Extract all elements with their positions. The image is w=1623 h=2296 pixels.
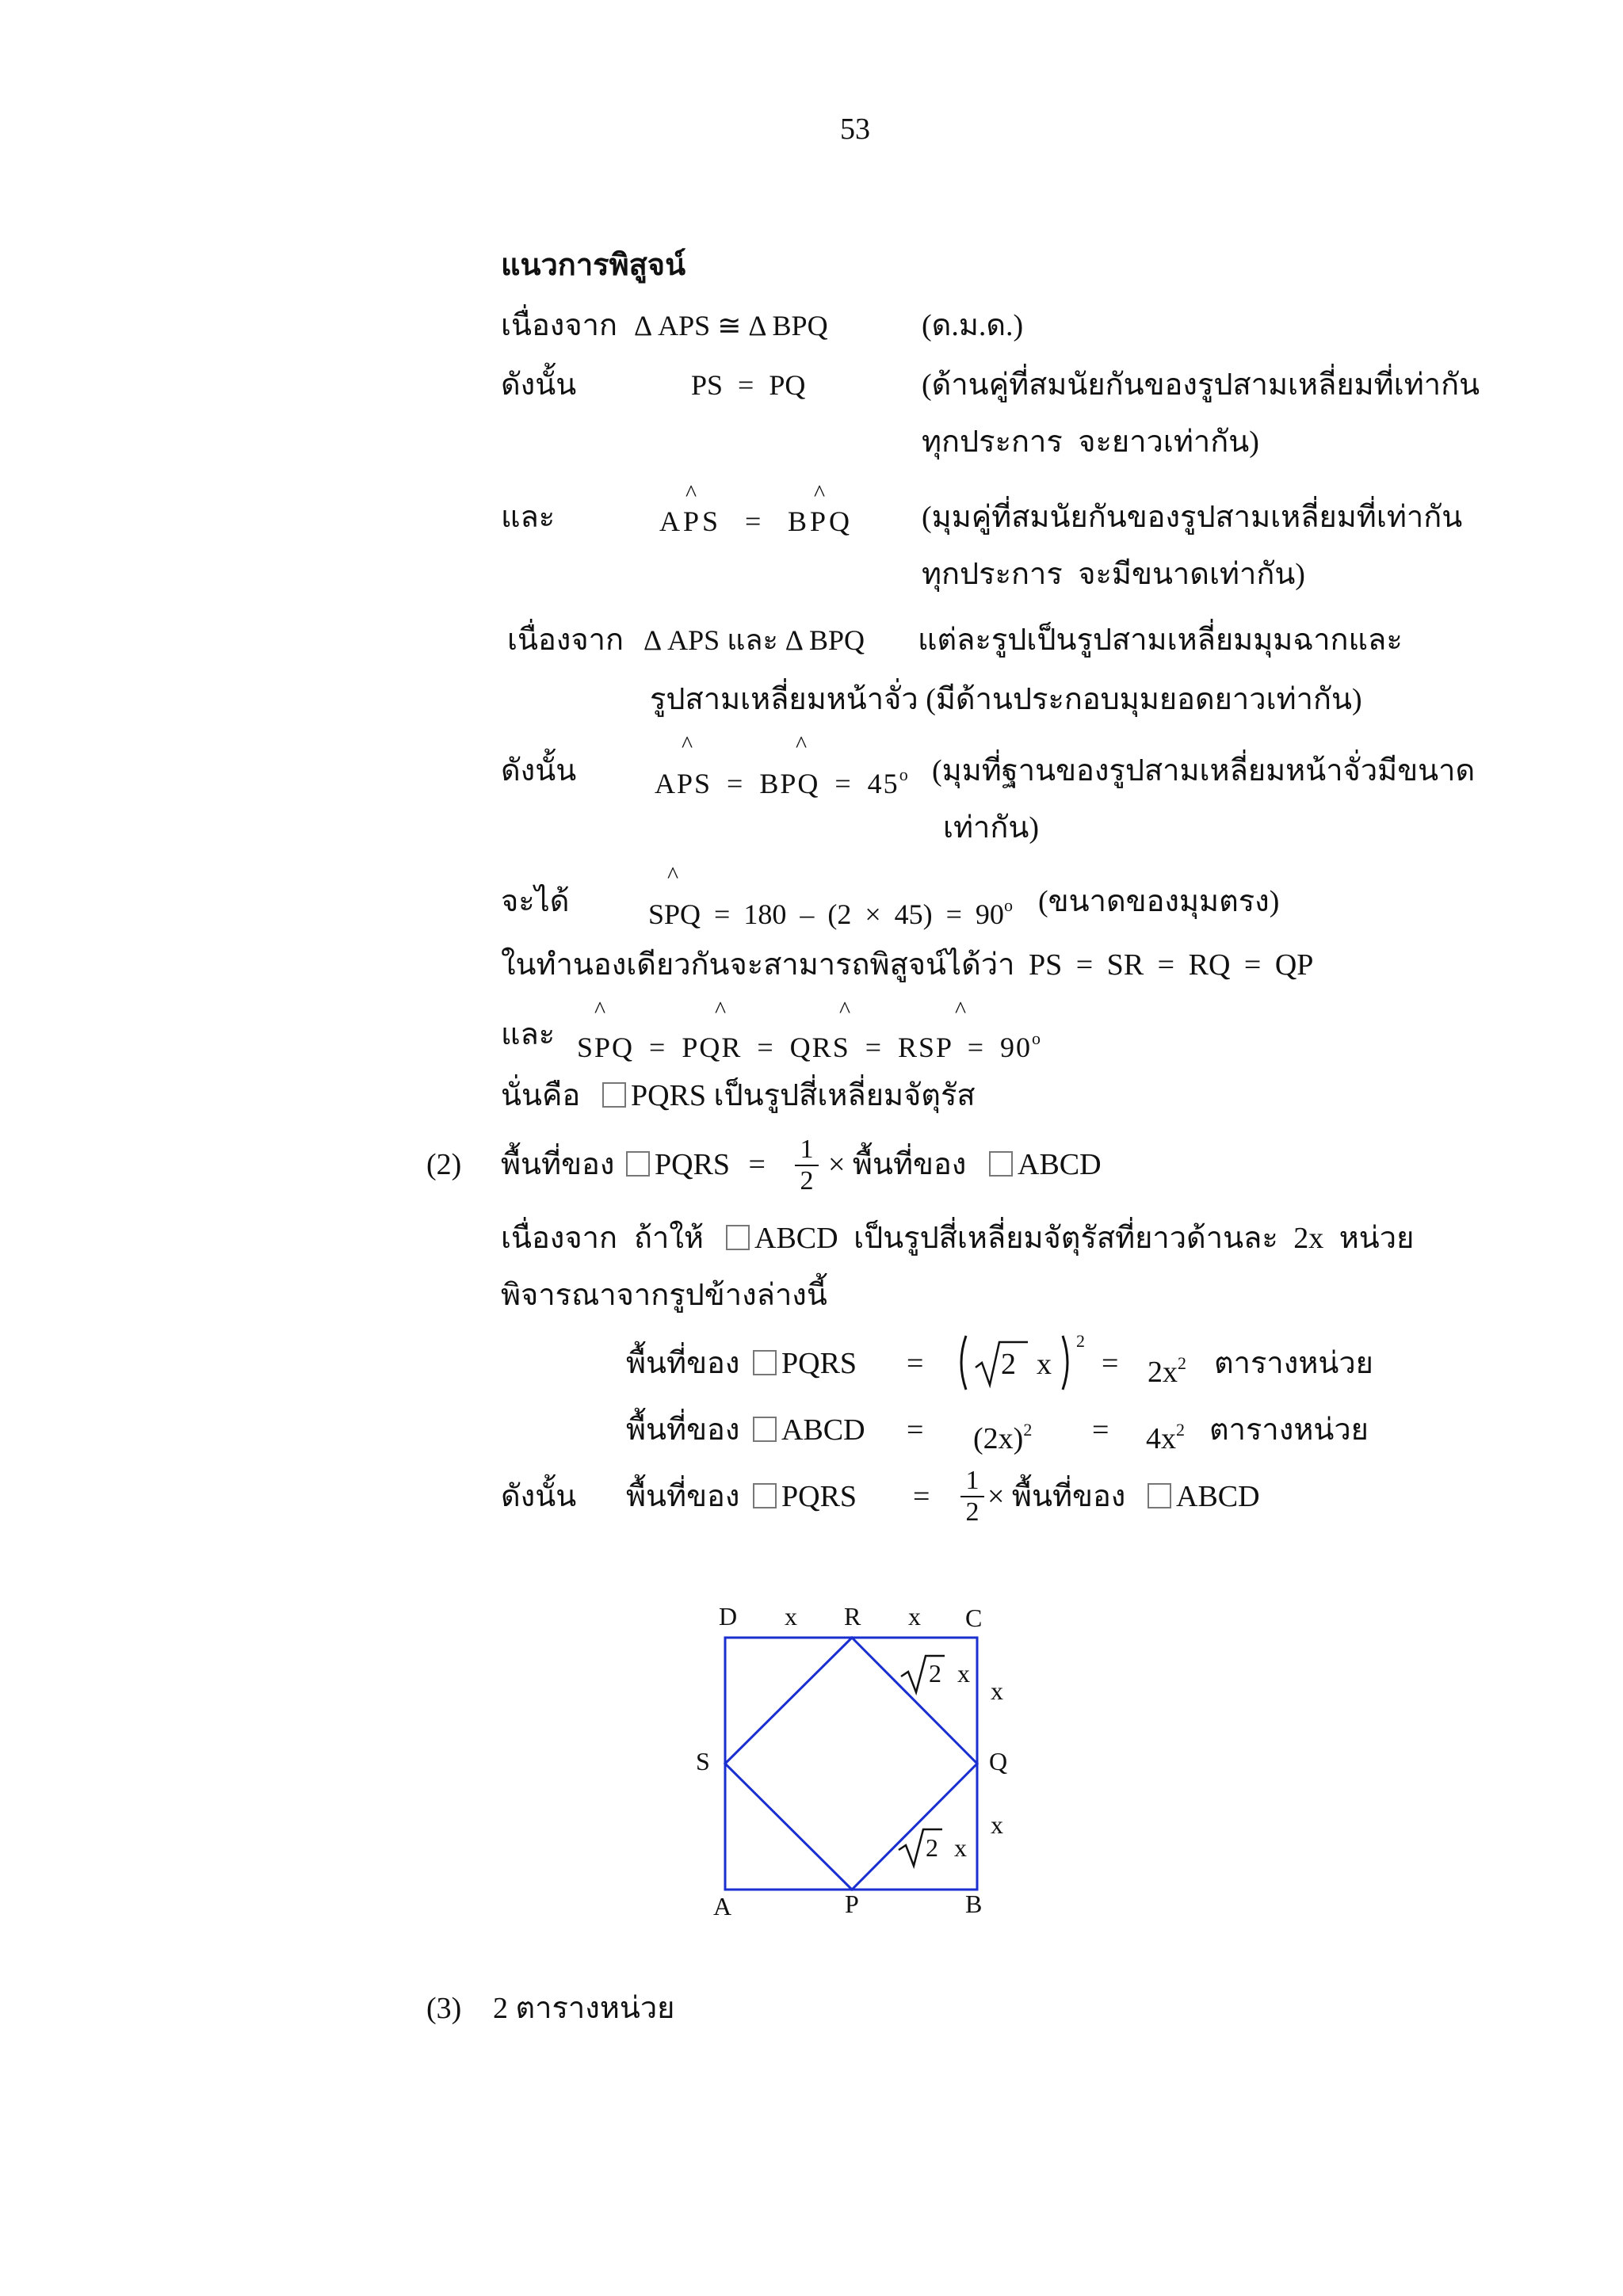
l3-angle-bpq: BPQ [788,505,854,537]
label-q: Q [989,1747,1008,1775]
hat-icon: ^ [715,997,727,1023]
l13-area-of: พื้นที่ของ [626,1413,740,1447]
l13-equals: = [907,1413,924,1447]
l13-result-base: 4x [1146,1422,1176,1455]
l6-reason: (ขนาดของมุมตรง) [1038,885,1280,918]
hat-icon: ^ [594,997,606,1023]
label-x-rc: x [908,1602,921,1630]
l6-degree: o [1003,895,1013,915]
l10-since: เนื่องจาก [501,1222,617,1255]
l8-degree: o [1032,1028,1041,1048]
l13-result-exp: 2 [1176,1420,1185,1440]
l8-and: และ [501,1018,556,1051]
l14-area-of: พื้นที่ของ [626,1480,740,1513]
hat-icon: ^ [685,480,697,506]
l14-pqrs-text: PQRS [781,1480,857,1513]
l12-pqrs-text: PQRS [781,1347,857,1380]
part3-number: (3) [426,1992,462,2025]
l11-consider: พิจารณาจากรูปข้างล่างนี้ [501,1279,827,1312]
label-x-cq: x [991,1676,1003,1705]
l12-area-of: พื้นที่ของ [626,1347,740,1380]
part2-abcd-text: ABCD [1018,1148,1102,1181]
l12-unit: ตารางหน่วย [1214,1347,1373,1380]
label-p: P [845,1890,859,1918]
l4-triangles: Δ APS และ Δ BPQ [643,624,865,656]
l12-equals-2: = [1102,1347,1119,1380]
l14-abcd-text: ABCD [1176,1480,1260,1513]
hat-icon: ^ [839,997,851,1023]
label-x-bottom-diag: x [954,1833,967,1862]
l3-angle-aps: APS [659,505,722,537]
l5-reason: (มุมที่ฐานของรูปสามเหลี่ยมหน้าจั่วมีขนาด [932,754,1476,788]
l12-result-base: 2x [1148,1356,1178,1389]
l2-equation: PS = PQ [691,369,806,401]
hat-icon: ^ [955,997,967,1023]
l7-similarly: ในทำนองเดียวกันจะสามารถพิสูจน์ได้ว่า PS = SR = RQ = QP [501,948,1314,982]
l14-times-area: × พื้นที่ของ [987,1480,1126,1513]
l2-reason-cont: ทุกประการ จะยาวเท่ากัน) [922,425,1259,459]
l9-text: PQRS เป็นรูปสี่เหลี่ยมจัตุรัส [631,1079,976,1112]
l4-reason: แต่ละรูปเป็นรูปสามเหลี่ยมมุมฉากและ [918,624,1403,657]
l10-let: ถ้าให้ [634,1222,704,1255]
part2-area-of: พื้นที่ของ [501,1148,615,1181]
l5-angle-equation: APS = BPQ = 45 [655,768,899,799]
part2-frac-den: 2 [800,1166,814,1196]
label-root2-top: 2 [929,1659,941,1688]
part2-frac-num: 1 [795,1135,819,1166]
l4-since: เนื่องจาก [507,624,624,657]
label-c: C [965,1604,983,1632]
l2-therefore: ดังนั้น [501,368,577,402]
l12-x: x [1037,1348,1052,1381]
label-b: B [965,1890,983,1918]
l13-equals-2: = [1092,1413,1109,1447]
label-x-qb: x [991,1810,1003,1839]
l6-get: จะได้ [501,885,570,918]
label-root2-bottom: 2 [926,1833,938,1862]
label-a: A [713,1892,732,1920]
part3-answer: 2 ตารางหน่วย [493,1992,675,2025]
l1-congruence: Δ APS ≅ Δ BPQ [634,310,828,341]
hat-icon: ^ [814,480,826,506]
l10-text: ABCD เป็นรูปสี่เหลี่ยมจัตุรัสที่ยาวด้านละ 2x หน่วย [754,1222,1415,1255]
l3-reason-cont: ทุกประการ จะมีขนาดเท่ากัน) [922,558,1305,591]
label-d: D [719,1602,738,1630]
part2-times-area: × พื้นที่ของ [828,1148,967,1181]
label-x-dr: x [785,1602,797,1630]
l13-expression-exp: 2 [1023,1420,1033,1440]
l13-unit: ตารางหน่วย [1209,1413,1369,1447]
l3-and: และ [501,501,556,534]
label-r: R [844,1602,861,1630]
l9-thatis: นั่นคือ [501,1079,581,1112]
page-number: 53 [840,113,870,146]
hat-icon: ^ [796,731,808,757]
l13-abcd-text: ABCD [781,1413,865,1447]
l1-reason: (ด.ม.ด.) [922,309,1024,342]
l8-angle-equation: SPQ = PQR = QRS = RSP = 90 [577,1032,1033,1063]
l13-expression-base: (2x) [973,1422,1024,1455]
l14-equals: = [913,1480,930,1513]
l3-equals: = [745,505,762,537]
hat-icon: ^ [667,862,679,888]
l5-reason-cont: เท่ากัน) [943,811,1040,845]
label-s: S [696,1747,710,1775]
l12-result-exp: 2 [1178,1353,1186,1373]
l14-frac-den: 2 [965,1497,980,1527]
l3-reason: (มุมคู่ที่สมนัยกันของรูปสามเหลี่ยมที่เท่ากัน [922,501,1463,534]
l14-therefore: ดังนั้น [501,1480,577,1513]
hat-icon: ^ [682,731,693,757]
l2-reason: (ด้านคู่ที่สมนัยกันของรูปสามเหลี่ยมที่เท่ากัน [922,368,1480,402]
l6-angle-equation: SPQ = 180 – (2 × 45) = 90 [648,898,1004,930]
l12-root-2: 2 [1001,1348,1016,1381]
part2-pqrs-text: PQRS = [655,1148,766,1181]
l5-degree: o [899,765,908,784]
l12-equals: = [907,1347,924,1380]
label-x-top-diag: x [957,1659,970,1688]
proof-heading: แนวการพิสูจน์ [501,249,686,282]
part2-number: (2) [426,1148,462,1181]
l12-exponent: 2 [1076,1331,1085,1351]
l14-frac-num: 1 [960,1466,984,1497]
l5-therefore: ดังนั้น [501,754,577,788]
l1-since: เนื่องจาก [501,309,617,342]
l4-reason-cont: รูปสามเหลี่ยมหน้าจั่ว (มีด้านประกอบมุมยอดยาวเท่ากัน) [650,683,1362,716]
